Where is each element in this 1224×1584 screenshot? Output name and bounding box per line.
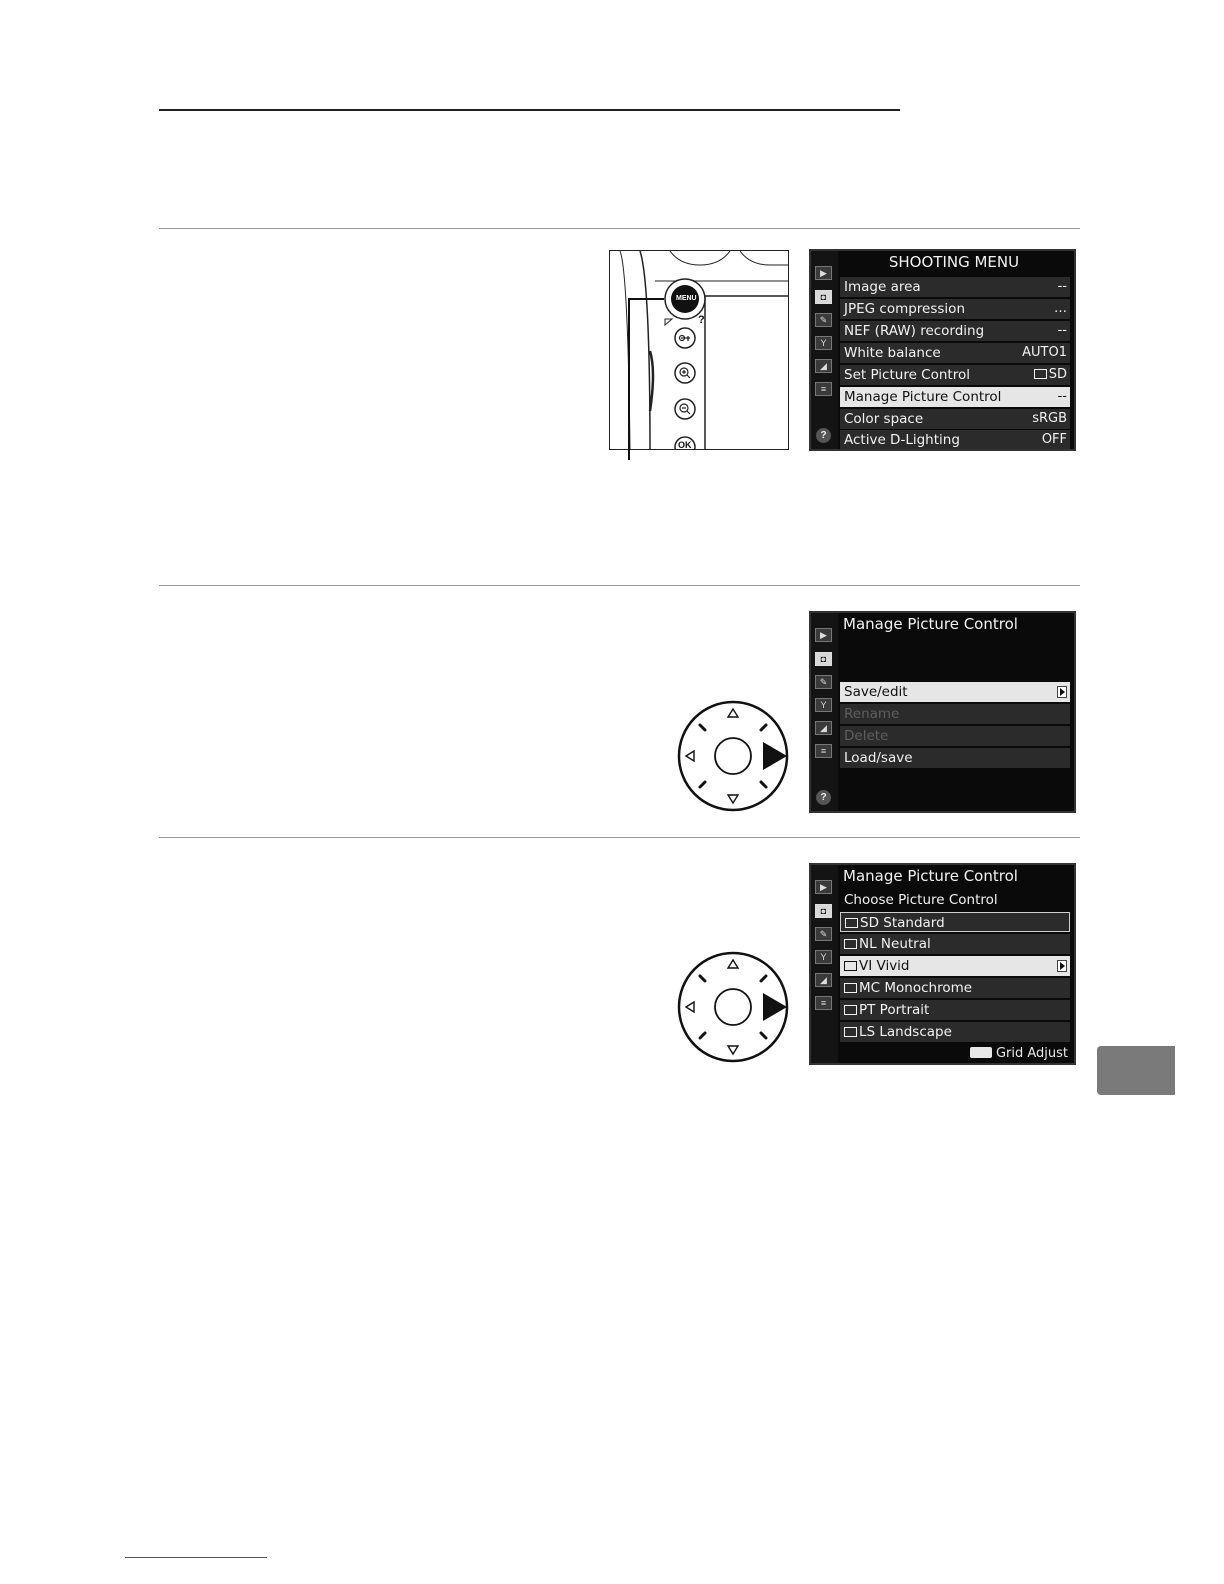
menu-item-nef-raw-recording[interactable] [840, 321, 1070, 341]
menu-item-delete [840, 726, 1070, 746]
menu-item-value: -- [1057, 279, 1067, 294]
picture-control-label: LS Landscape [859, 1024, 952, 1040]
menu-item-set-picture-control[interactable] [840, 365, 1070, 385]
custom-settings-tab-icon: ✎ [815, 313, 832, 327]
menu-item-save-edit[interactable] [840, 682, 1070, 702]
menu-item-value-text: SD [1048, 367, 1067, 382]
picture-control-vivid[interactable] [840, 956, 1070, 976]
menu-item-label: White balance [844, 345, 941, 361]
playback-tab-icon: ▶ [815, 628, 832, 642]
screen-subtitle: Choose Picture Control [844, 892, 998, 908]
picture-control-label: PT Portrait [859, 1002, 930, 1018]
step3-divider [159, 837, 1080, 838]
menu-item-label: Set Picture Control [844, 367, 970, 383]
multi-selector-right-icon [677, 700, 789, 812]
camera-back-illustration [609, 250, 789, 450]
screen-footer-hints [970, 1046, 1068, 1061]
menu-button-label: MENU [676, 295, 697, 302]
menu-item-active-d-lighting[interactable] [840, 430, 1070, 450]
picture-control-label: NL Neutral [859, 936, 931, 952]
my-menu-tab-icon: ≡ [815, 744, 832, 758]
setup-tab-icon: Y [815, 950, 832, 964]
menu-item-value: OFF [1041, 432, 1067, 447]
step1-divider [159, 228, 1080, 229]
camera-body-drawing [610, 251, 789, 450]
menu-item-rename [840, 704, 1070, 724]
setup-tab-icon: Y [815, 336, 832, 350]
menu-item-label: Delete [844, 728, 889, 744]
choose-picture-control-screen [809, 863, 1076, 1065]
multi-selector-right-icon [677, 951, 789, 1063]
manage-picture-control-screen [809, 611, 1076, 813]
help-icon: ? [816, 428, 831, 443]
menu-item-value: -- [1057, 323, 1067, 338]
menu-item-value: AUTO1 [1022, 345, 1067, 360]
shooting-tab-icon: ◘ [815, 652, 832, 666]
screen-title: SHOOTING MENU [888, 253, 1020, 271]
picture-control-label: MC Monochrome [859, 980, 973, 996]
picture-control-landscape[interactable] [840, 1022, 1070, 1042]
menu-item-value: … [1054, 301, 1067, 316]
picture-control-icon [844, 961, 857, 971]
menu-item-label: NEF (RAW) recording [844, 323, 985, 339]
my-menu-tab-icon: ≡ [815, 382, 832, 396]
picture-control-neutral[interactable] [840, 934, 1070, 954]
picture-control-icon [844, 1005, 857, 1015]
picture-control-icon [1034, 369, 1047, 379]
help-icon: ? [816, 790, 831, 805]
menu-item-label: Rename [844, 706, 900, 722]
custom-settings-tab-icon: ✎ [815, 927, 832, 941]
my-menu-tab-icon: ≡ [815, 996, 832, 1010]
ok-button-label: OK [678, 440, 692, 450]
menu-item-value: -- [1057, 389, 1067, 404]
shooting-tab-icon: ◘ [815, 290, 832, 304]
setup-tab-icon: Y [815, 698, 832, 712]
header-rule [159, 109, 900, 111]
picture-control-icon [844, 983, 857, 993]
footer-link-rule [125, 1557, 267, 1558]
menu-item-manage-picture-control[interactable] [840, 387, 1070, 407]
picture-control-icon [844, 1027, 857, 1037]
playback-tab-icon: ▶ [815, 880, 832, 894]
callout-line [628, 298, 630, 460]
picture-control-label: SD Standard [860, 915, 945, 931]
menu-item-color-space[interactable] [840, 409, 1070, 429]
menu-tab-column [811, 865, 838, 1063]
picture-control-standard[interactable] [840, 912, 1070, 932]
help-mark: ? [698, 314, 705, 326]
menu-item-jpeg-compression[interactable] [840, 299, 1070, 319]
chapter-tab [1097, 1046, 1175, 1095]
zoom-out-icon [970, 1047, 992, 1058]
screen-title: Manage Picture Control [843, 867, 1018, 885]
menu-item-label: Active D-Lighting [844, 432, 960, 448]
menu-tab-column [811, 251, 838, 449]
retouch-tab-icon: ◢ [815, 359, 832, 373]
screen-title: Manage Picture Control [843, 615, 1018, 633]
menu-item-label: JPEG compression [844, 301, 965, 317]
shooting-tab-icon: ◘ [815, 904, 832, 918]
menu-item-label: Image area [844, 279, 921, 295]
menu-item-label: Load/save [844, 750, 913, 766]
menu-item-white-balance[interactable] [840, 343, 1070, 363]
menu-item-label: Save/edit [844, 684, 908, 700]
menu-item-image-area[interactable] [840, 277, 1070, 297]
picture-control-icon [844, 939, 857, 949]
menu-item-label: Color space [844, 411, 924, 427]
picture-control-label: VI Vivid [859, 958, 910, 974]
menu-item-load-save[interactable] [840, 748, 1070, 768]
shooting-menu-screen [809, 249, 1076, 451]
retouch-tab-icon: ◢ [815, 973, 832, 987]
menu-item-label: Manage Picture Control [844, 389, 1002, 405]
callout-line-horizontal [628, 298, 664, 300]
retouch-tab-icon: ◢ [815, 721, 832, 735]
menu-tab-column [811, 613, 838, 811]
step2-divider [159, 585, 1080, 586]
picture-control-monochrome[interactable] [840, 978, 1070, 998]
footer-hint-text: Grid Adjust [995, 1046, 1068, 1061]
submenu-arrow-icon [1057, 686, 1067, 698]
picture-control-icon [845, 918, 858, 928]
custom-settings-tab-icon: ✎ [815, 675, 832, 689]
picture-control-portrait[interactable] [840, 1000, 1070, 1020]
playback-tab-icon: ▶ [815, 266, 832, 280]
menu-item-value: sRGB [1032, 411, 1067, 426]
submenu-arrow-icon [1057, 960, 1067, 972]
menu-item-value [1034, 365, 1067, 385]
